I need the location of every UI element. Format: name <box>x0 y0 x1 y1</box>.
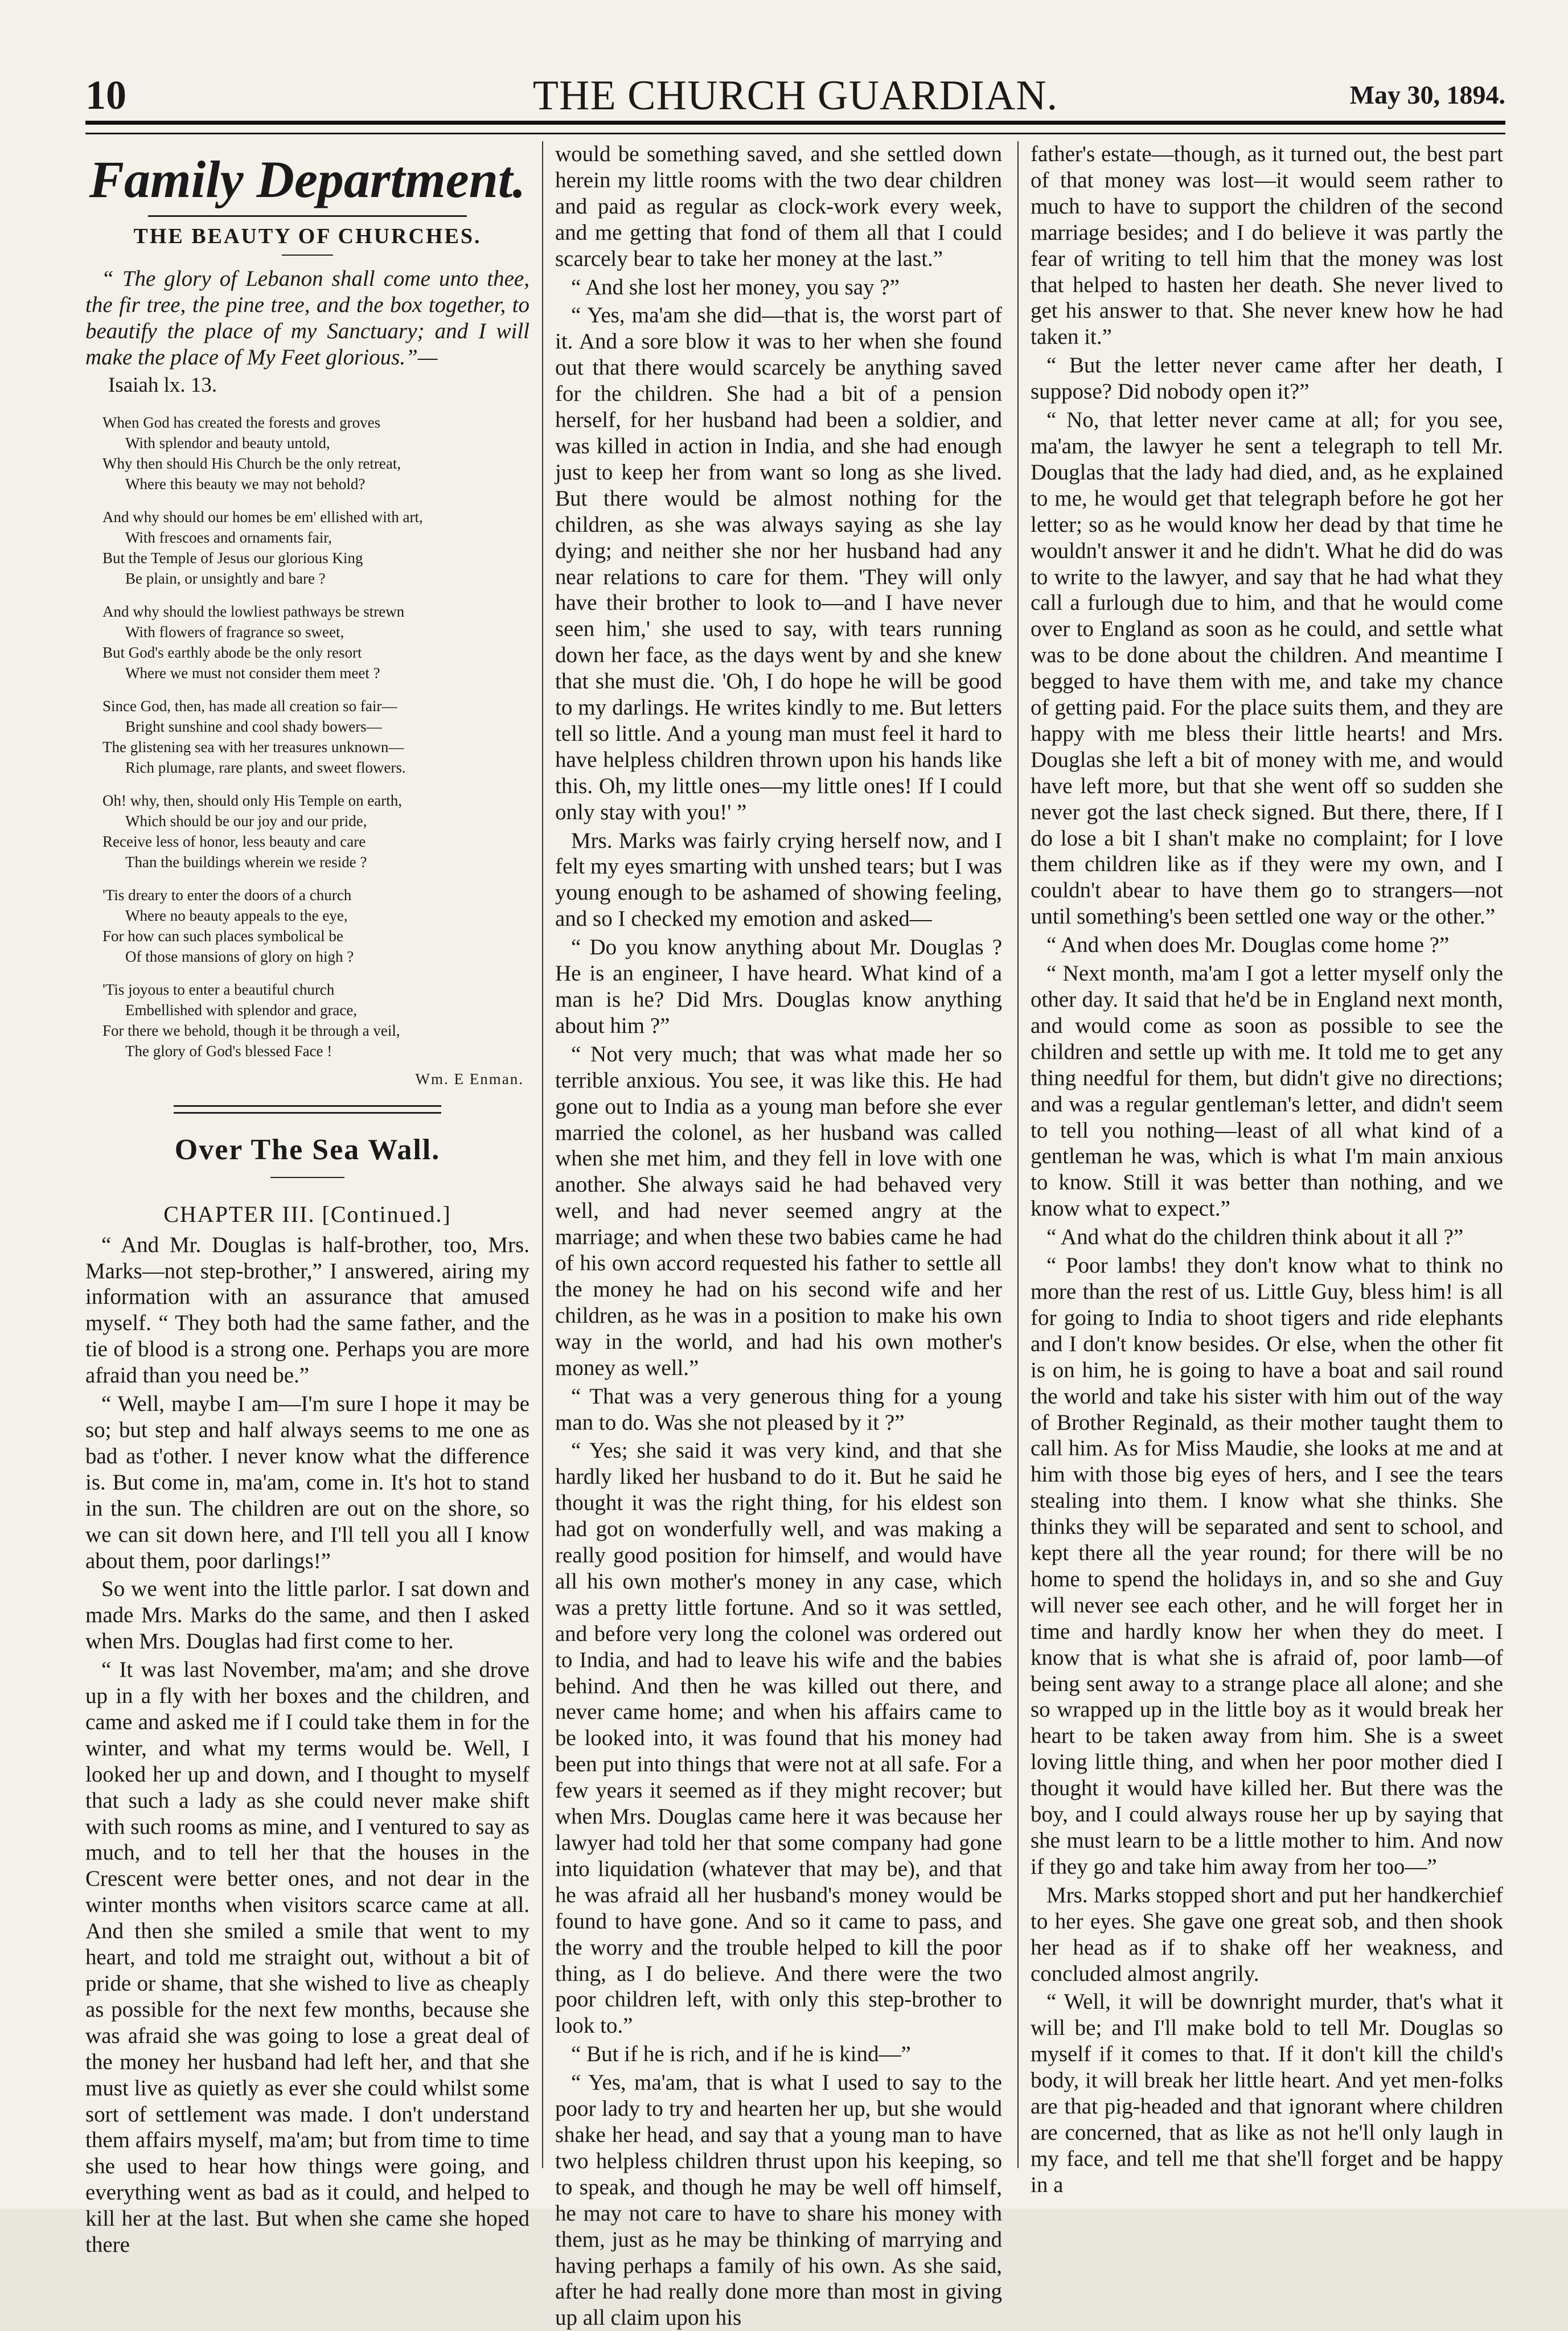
poem <box>85 412 529 1061</box>
column-3 <box>1031 141 1503 2197</box>
masthead-rule <box>85 121 1505 134</box>
poem-stanza <box>102 507 529 589</box>
story-paragraph: “ But if he is rich, and if he is kind—” <box>571 2042 911 2067</box>
column-3-text <box>1031 141 1503 2198</box>
poem-line: For there we behold, though it be through a veil, <box>102 1021 400 1039</box>
poem-line: And why should our homes be em' ellished with art, <box>102 508 423 526</box>
poem-stanza <box>102 790 529 872</box>
newspaper-title: THE CHURCH GUARDIAN. <box>532 72 1058 119</box>
poem-line: 'Tis dreary to enter the doors of a church <box>102 886 352 904</box>
story-paragraph: “ Yes; she said it was very kind, and that she hardly liked her husband to do it. But he said he thought it was the right thing, for his eldest son had got on wonderfully well, and was making a really good position for himself, and would have all his own mother's money in any case, which was a pretty little fortune. And so it was settled, and before very long the colonel was ordered out to India, and had to leave his wife and the babies behind. And then he was killed out there, and never came home; and when his affairs came to be looked into, it was found that his money had been put into things that were not at all safe. For a few years it seemed as if they might recover; but when Mrs. Douglas came here it was because her lawyer had told her that some company had gone into liquidation (whatever that may be), and that he was afraid all her husband's money would be found to have gone. And so it came to pass, and the worry and the trouble helped to kill the poor thing, as I do believe. And there were the two poor children left, with only this step-brother to look to.” <box>555 1438 1002 2038</box>
story-paragraph: “ Not very much; that was what made her so terrible anxious. You see, it was like this. He had gone out to India as a young man before she ever married the colonel, as her husband was called when she met him, and they fell in love with one another. She always said he had behaved very well, and had never seemed angry at the marriage; and when these two babies came he had of his own accord requested his father to settle all the money he had on his second wife and her children, as he was in a position to make his own way in the world, and had his own mother's money as well.” <box>555 1041 1002 1380</box>
poem-stanza <box>102 412 529 494</box>
story-paragraph: “ No, that letter never came at all; for you see, ma'am, the lawyer he sent a telegraph to tell Mr. Douglas that the lady had died, and, as he explained to me, he would get that telegraph before he got her letter; so as he would know her dead by that time he wouldn't answer it and he didn't. What he did do was to write to the lawyer, and say that he had what they call a furlough due to him, and that he would come over to England as soon as he could, and settle what was to be done about the children. And meantime I begged to have them with me, and take my chance of getting paid. For the place suits them, and they are happy with me bless their little hearts! and Mrs. Douglas she left a bit of money with me, and would have left more, but that she went off so sudden she never got the last check signed. But there, there, If I do lose a bit I shan't make no complaint; for I love them children like as if they were my own, and I couldn't abear to have them go to strangers—not until something's been settled one way or the other.” <box>1031 408 1503 929</box>
story-paragraph: “ That was a very generous thing for a young man to do. Was she not pleased by it ?” <box>555 1384 1002 1435</box>
story-paragraph: would be something saved, and she settled down herein my little rooms with the two dear children and paid as regular as clock-work every week, and me getting that fond of them all that I could scarcely bear to take her money at the last.” <box>555 142 1002 271</box>
poem-line: And why should the lowliest pathways be strewn <box>102 602 405 620</box>
story-paragraph: Mrs. Marks was fairly crying herself now, and I felt my eyes smarting with unshed tears; but I was young enough to be ashamed of showing feeling, and so I checked my emotion and asked— <box>555 828 1002 931</box>
poem-line: Which should be our joy and our pride, <box>125 812 367 830</box>
poem-line: With frescoes and ornaments fair, <box>125 528 332 546</box>
story-paragraph: “ Yes, ma'am, that is what I used to say to the poor lady to try and hearten her up, but she would shake her head, and say that a young man to have two helpless children thrust upon his keeping, so to speak, and though he may be well off himself, he may not care to have to share his money with them, just as he may be thinking of marrying and having perhaps a family of his own. As she said, after he had really done more than most in giving up all claim upon his <box>555 2070 1002 2330</box>
poem-line: Embellished with splendor and grace, <box>125 1001 358 1019</box>
column-1 <box>85 141 529 2258</box>
poem-line: Bright sunshine and cool shady bowers— <box>125 717 382 735</box>
poem-line: But God's earthly abode be the only resort <box>102 643 362 661</box>
story-paragraph: “ Yes, ma'am she did—that is, the worst part of it. And a sore blow it was to her when she found out that there would scarcely be anything saved for the children. She had a bit of a pension herself, for her husband had been a soldier, and was killed in action in India, and she had enough just to keep her from want so long as she lived. But there would be almost nothing for the children, as she was always saying as she lay dying; and neither she nor her husband had any near relations to care for them. 'They will only have their brother to look to—and I have never seen him,' she used to say, with tears running down her face, as the days went by and she knew that she must die. 'Oh, I do hope he will be good to my darlings. He writes kindly to me. But letters tell so little. And a young man must feel it hard to have helpless children thrown upon his hands like this. Oh, my little ones—my little ones! If I could only stay with you!' ” <box>555 303 1002 824</box>
poem-line: With flowers of fragrance so sweet, <box>125 623 344 641</box>
story-title: Over The Sea Wall. <box>174 1133 441 1166</box>
poem-stanza <box>102 601 529 683</box>
column-2-text <box>555 141 1002 2331</box>
title-rule <box>282 255 333 256</box>
poem-line: Oh! why, then, should only His Temple on earth, <box>102 791 403 809</box>
poem-line: With splendor and beauty untold, <box>125 434 330 452</box>
poem-line: Receive less of honor, less beauty and care <box>102 832 366 850</box>
poem-line: Where no beauty appeals to the eye, <box>125 906 348 924</box>
poem-line: Of those mansions of glory on high ? <box>125 947 354 965</box>
story-paragraph: “ Poor lambs! they don't know what to think no more than the rest of us. Little Guy, bless him! is all for going to India to shoot tigers and ride elephants and I don't know besides. Or else, when the other fit is on him, he is going to have a boat and sail round the world and take his sister with him out of the way of Brother Reginald, as their mother taught them to call him. As for Miss Maudie, she looks at me and at him with those big eyes of hers, and I see the tears stealing into them. I know what she thinks. She thinks they will be separated and sent to school, and kept there all the year round; for there will be no home to spend the holidays in, and so she and Guy will never see each other, and he will forget her in time and hardly know her when they do meet. I know that is what she is afraid of, poor lamb—of being sent away to a strange place all alone; and she so wrapped up in the little boy as it would break her heart to be taken away from him. She is a sweet loving little thing, and when her poor mother died I thought it would have killed her. But there was the boy, and I could always rouse her up by saying that she must learn to be a little mother to him. And now if they go and take him away from her too—” <box>1031 1253 1503 1879</box>
poem-line: Why then should His Church be the only retreat, <box>102 454 401 472</box>
issue-date: May 30, 1894. <box>1349 80 1505 109</box>
poem-line: For how can such places symbolical be <box>102 927 343 945</box>
story-paragraph: “ But the letter never came after her death, I suppose? Did nobody open it?” <box>1031 353 1503 404</box>
epigraph: “ The glory of Lebanon shall come unto thee, the fir tree, the pine tree, and the box together, to beautify the place of my Sanctuary; and I will make the place of My Feet glorious.”— <box>85 266 529 370</box>
page-number: 10 <box>85 72 126 118</box>
column-2 <box>555 141 1002 2330</box>
story-paragraph: “ Next month, ma'am I got a letter myself only the other day. It said that he'd be in England next month, and would come as soon as possible to see the children and settle up with me. It told me to get any thing needful for them, but didn't give no directions; and was a regular gentleman's letter, and didn't seem to tell you nothing—least of all what kind of a gentleman he was, which is what I'm main anxious to know. Still it was better than nothing, and we know what to expect.” <box>1031 961 1503 1221</box>
section-rule <box>148 215 467 217</box>
poem-line: When God has created the forests and groves <box>102 413 381 431</box>
story-paragraph: “ And when does Mr. Douglas come home ?” <box>1046 933 1450 958</box>
poem-line: 'Tis joyous to enter a beautiful church <box>102 980 335 998</box>
poem-line: Since God, then, has made all creation so fair— <box>102 697 397 715</box>
epigraph-reference: Isaiah lx. 13. <box>108 373 217 397</box>
story-paragraph: “ It was last November, ma'am; and she drove up in a fly with her boxes and the children, and came and asked me if I could take them in for the winter, and what my terms would be. Well, I looked her up and down, and I thought to myself that such a lady as she could never make shift with such rooms as mine, and I ventured to say as much, and to tell her that the houses in the Crescent were better ones, and not dear in the winter months when visitors scarce came at all. And then she smiled a smile that went to my heart, and told me straight out, without a bit of pride or shame, that she wished to live as cheaply as possible for the next few months, because she was afraid she was going to lose a great deal of the money her husband had left her, and that she must live as quietly as ever she could whilst some sort of settlement was made. I don't understand them affairs myself, ma'am; but from time to time she used to hear how things were going, and everything went as bad as it could, and helped to kill her at the last. But when she came she hoped there <box>85 1657 529 2258</box>
poem-stanza <box>102 696 529 778</box>
story-paragraph: father's estate—though, as it turned out, the best part of that money was lost—it would seem rather to much to have to support the children of the second marriage besides; and I do believe it was partly the fear of writing to tell him that the money was lost that helped to hasten her death. She never lived to get his answer to that. She never knew how he had taken it.” <box>1031 142 1503 350</box>
story-paragraph: Mrs. Marks stopped short and put her handkerchief to her eyes. She gave one great sob, and then shook her head as if to shake off her weakness, and concluded almost angrily. <box>1031 1882 1503 1986</box>
poem-line: But the Temple of Jesus our glorious King <box>102 549 363 567</box>
story-paragraph: “ Well, maybe I am—I'm sure I hope it may be so; but step and half always seems to me one as bad as t'other. I never know what the difference is. But come in, ma'am, come in. It's hot to stand in the sun. The children are out on the shore, so we can sit down here, and I'll tell you all I know about them, poor darlings!” <box>85 1392 529 1573</box>
poem-title: THE BEAUTY OF CHURCHES. <box>133 224 482 248</box>
poem-stanza <box>102 885 529 967</box>
chapter-heading: CHAPTER III. [Continued.] <box>163 1201 451 1227</box>
column-divider <box>542 141 543 2168</box>
story-paragraph: “ And she lost her money, you say ?” <box>571 274 900 299</box>
column-divider <box>1017 141 1019 2168</box>
poem-author: Wm. E Enman. <box>415 1070 524 1087</box>
story-divider <box>174 1105 441 1114</box>
story-paragraph: “ And what do the children think about it all ?” <box>1046 1225 1464 1250</box>
poem-stanza <box>102 979 529 1061</box>
masthead <box>85 72 1505 129</box>
story-paragraph: “ Well, it will be downright murder, that's what it will be; and I'll make bold to tell Mr. Douglas so myself if it comes to that. If it don't kill the child's body, it will break her little heart. And yet men-folks are that pig-headed and that ignorant where children are concerned, that as like as not he'll only laugh in my face, and tell me that she'll forget and be happy in a <box>1031 1989 1503 2197</box>
story-paragraph: So we went into the little parlor. I sat down and made Mrs. Marks do the same, and then I asked when Mrs. Douglas had first come to her. <box>85 1577 529 1654</box>
poem-line: Be plain, or unsightly and bare ? <box>125 569 326 587</box>
poem-line: The glory of God's blessed Face ! <box>125 1042 333 1060</box>
poem-line: Than the buildings wherein we reside ? <box>125 853 367 871</box>
story-paragraph: “ Do you know anything about Mr. Douglas ? He is an engineer, I have heard. What kind of a man is he? Did Mrs. Douglas know anything about him ?” <box>555 935 1002 1038</box>
story-paragraph: “ And Mr. Douglas is half-brother, too, Mrs. Marks—not step-brother,” I answered, airing my information with an assurance that amused myself. “ They both had the same father, and the tie of blood is a strong one. Perhaps you are more afraid than you need be.” <box>85 1232 529 1388</box>
poem-line: The glistening sea with her treasures unknown— <box>102 738 404 756</box>
poem-line: Where we must not consider them meet ? <box>125 664 380 682</box>
column-1-text <box>85 1232 529 2258</box>
poem-line: Where this beauty we may not behold? <box>125 475 366 493</box>
poem-line: Rich plumage, rare plants, and sweet flowers. <box>125 758 406 776</box>
story-title-rule <box>270 1177 344 1178</box>
section-heading: Family Department. <box>89 150 526 208</box>
